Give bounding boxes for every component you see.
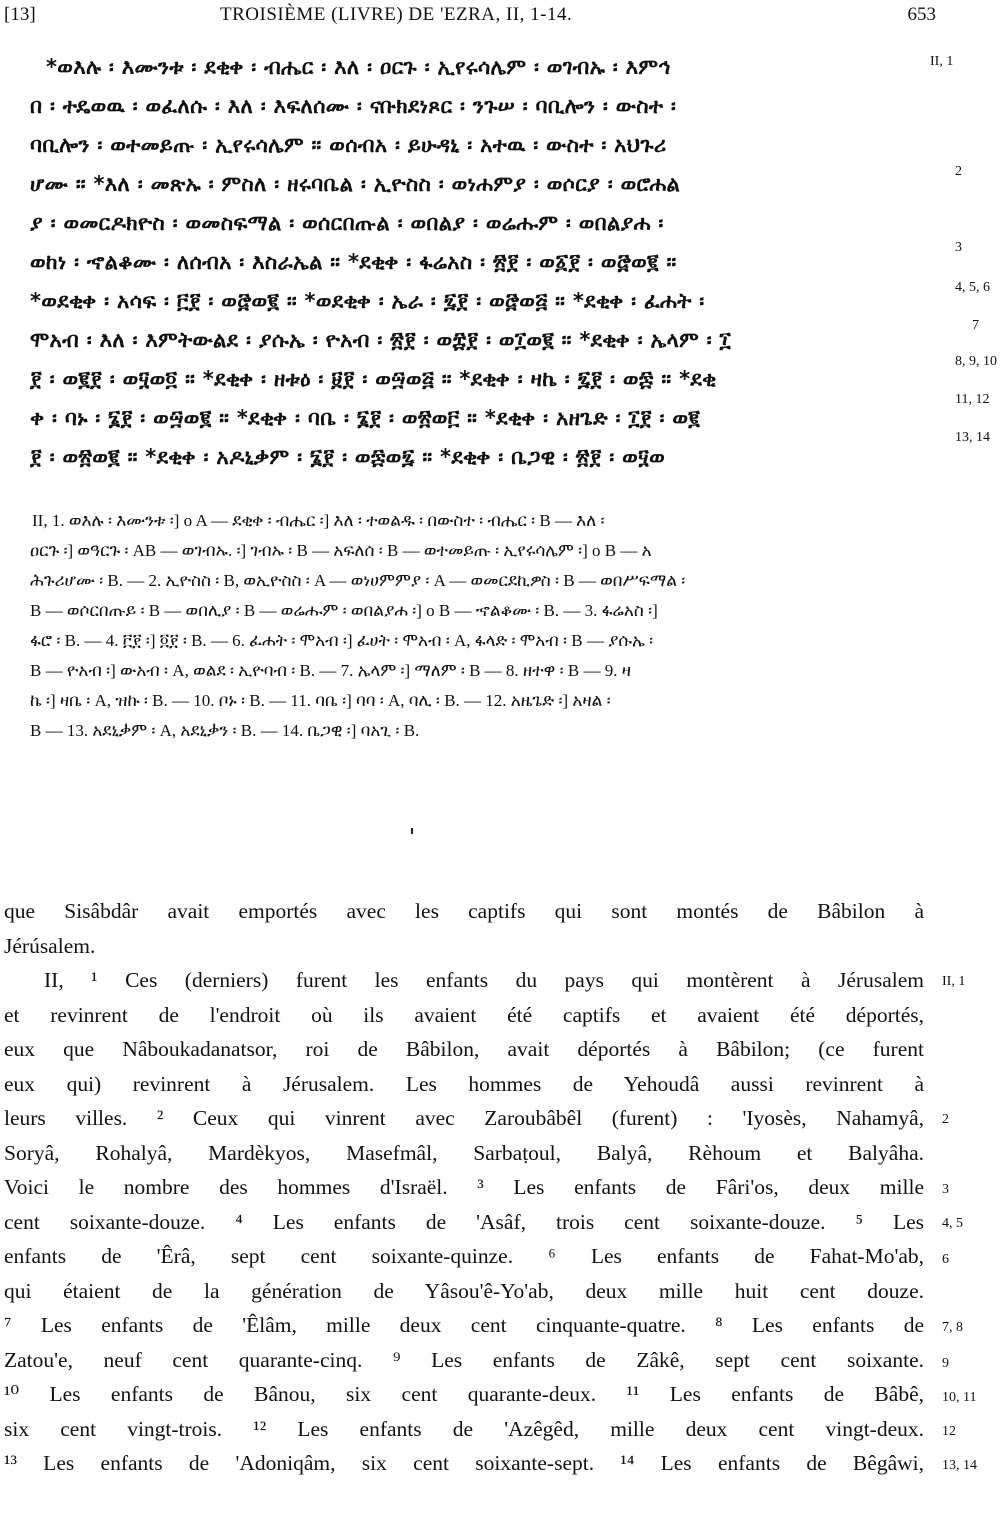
- translation-line: et revinrent de l'endroit où ils avaient été captifs et avaient été déportés,: [4, 1002, 924, 1027]
- translation-line: six cent vingt-trois. ¹² Les enfants de 'Azêgêd, mille deux cent vingt-deux.: [4, 1416, 924, 1441]
- apparatus-line: II, 1. ወእሉ ፡ እሙንቱ ፡] o A — ደቂቀ ፡ ብሔር ፡] እለ ፡ ተወልዱ ፡ በውስተ ፡ ብሔር ፡ B — እለ ፡: [32, 511, 605, 530]
- verse-ref-margin: 2: [942, 1112, 949, 1127]
- verse-ref-margin: II, 1: [942, 974, 966, 989]
- apparatus-line: ዐርጉ ፡] ወዓርጉ ፡ AB — ወገብኡ. ፡] ገብኡ ፡ B — አፍለሰ ፡ B — ወተመይጡ ፡ ኢየሩሳሌም ፡] o B — አ: [30, 541, 652, 560]
- verse-ref-margin: 12: [942, 1424, 956, 1439]
- translation-line: qui étaient de la génération de Yâsou'ê-Yo'ab, deux mille huit cent douze.: [4, 1278, 924, 1303]
- apparatus-line: B — ዮአብ ፡] ውአብ ፡ A, ወልደ ፡ ኢዮባብ ፡ B. — 7. ኤላም ፡] ማለም ፡ B — 8. ዘተዋ ፡ B — 9. ዛ: [30, 661, 631, 680]
- verse-ref-margin: 3: [955, 240, 962, 255]
- translation-line: eux que Nâboukadanatsor, roi de Bâbilon, avait déportés à Bâbilon; (ce furent: [4, 1037, 924, 1061]
- translation-line: enfants de 'Êrâ, sept cent soixante-quinze. ⁶ Les enfants de Fahat-Mo'ab,: [4, 1244, 924, 1268]
- ethiopic-line: ፻ ፡ ወ፪፻ ፡ ወ፶ወ፬ ። *ደቂቀ ፡ ዘቱዕ ፡ ፱፻ ፡ ወ፵ወ፭ ። *ደቂቀ ፡ ዛኬ ፡ ፯፻ ፡ ወ፷ ። *ደቂ: [30, 367, 717, 391]
- page-number: 653: [907, 4, 936, 25]
- apparatus-line: B — 13. አደኒቃም ፡ A, አደኒቃን ፡ B. — 14. ቤጋዊ ፡] ባአጊ ፡ B.: [30, 721, 420, 740]
- critical-apparatus: [30, 506, 930, 746]
- apparatus-line: B — ወሶርበጡይ ፡ B — ወበሊያ ፡ B — ወሬሑም ፡ ወበልያሐ ፡] o B — ኆልቆሙ ፡ B. — 3. ፋሬአስ ፡]: [30, 601, 658, 620]
- ethiopic-line: ቀ ፡ ባኑ ፡ ፮፻ ፡ ወ፵ወ፪ ። *ደቂቀ ፡ ባቤ ፡ ፮፻ ፡ ወ፳ወ፫ ። *ደቂቀ ፡ አዘጌድ ፡ ፲፻ ፡ ወ፪: [30, 406, 701, 430]
- translation-line: Soryâ, Rohalyâ, Mardèkyos, Masefmâl, Sarbaṭoul, Balyâ, Rèhoum et Balyâha.: [4, 1140, 924, 1165]
- ethiopic-line: ባቢሎን ፡ ወተመይጡ ፡ ኢየሩሳሌም ። ወሰብአ ፡ ይሁዳኒ ፡ አተዉ ፡ ውስተ ፡ አህጉሪ: [30, 133, 667, 157]
- apparatus-line: ሕጉሪሆሙ ፡ B. — 2. ኢዮስስ ፡ B, ወኢዮስስ ፡ A — ወነሀምምያ ፡ A — ወመርደኪዎስ ፡ B — ወበሥፍማል ፡: [30, 571, 686, 590]
- ethiopic-line: ሞአብ ፡ እለ ፡ እምትውልደ ፡ ያሱኤ ፡ ዮአብ ፡ ፳፻ ፡ ወ፰፻ ፡ ወ፲ወ፪ ። *ደቂቀ ፡ ኤላም ፡ ፲: [30, 328, 731, 352]
- translation-line: ¹³ Les enfants de 'Adoniqâm, six cent soixante-sept. ¹⁴ Les enfants de Bêgâwi,: [4, 1451, 924, 1475]
- ethiopic-line: ሆሙ ። *እለ ፡ መጽኡ ፡ ምስለ ፡ ዘሩባቤል ፡ ኢዮስስ ፡ ወነሐምያ ፡ ወሶርያ ፡ ወሮሐል: [30, 172, 681, 196]
- verse-ref-margin: 10, 11: [942, 1390, 977, 1405]
- verse-ref-margin: 4, 5: [942, 1216, 963, 1231]
- ethiopic-line: *ወደቂቀ ፡ አሳፍ ፡ ፫፻ ፡ ወ፸ወ፪ ። *ወደቂቀ ፡ ኤራ ፡ ፯፻ ፡ ወ፸ወ፭ ። *ደቂቀ ፡ ፈሐት ፡: [30, 289, 705, 313]
- signature-mark: [13]: [4, 4, 36, 25]
- verse-ref-margin: 2: [955, 164, 962, 179]
- translation-line: leurs villes. ² Ceux qui vinrent avec Zaroubâbêl (furent) : 'Iyosès, Nahamyâ,: [4, 1106, 924, 1130]
- verse-ref-margin: 13, 14: [942, 1458, 977, 1473]
- translation-line: que Sisâbdâr avait emportés avec les captifs qui sont montés de Bâbilon à: [4, 899, 924, 923]
- verse-ref-margin: 11, 12: [955, 392, 990, 407]
- ethiopic-line: ፻ ፡ ወ፳ወ፪ ። *ደቂቀ ፡ አዶኒቃም ፡ ፮፻ ፡ ወ፷ወ፯ ። *ደቂቀ ፡ ቤጋዊ ፡ ፳፻ ፡ ወ፶ወ: [30, 445, 666, 469]
- apparatus-line: ፋሮ ፡ B. — 4. ፫፻ ፡] ፬፻ ፡ B. — 6. ፈሐት ፡ ሞአብ ፡] ፈሀት ፡ ሞአብ ፡ A, ፋላድ ፡ ሞአብ ፡ B — ያሱኤ ፡: [30, 631, 654, 650]
- ethiopic-line: ወከነ ፡ ኆልቆሙ ፡ ለሰብአ ፡ እስራኤል ። *ደቂቀ ፡ ፋሬአስ ፡ ፳፻ ፡ ወ፩፻ ፡ ወ፸ወ፪ ።: [30, 250, 677, 274]
- verse-ref-margin: 8, 9, 10: [955, 354, 997, 369]
- verse-ref-margin: II, 1: [930, 54, 954, 69]
- ethiopic-line: በ ፡ ተዴወዉ ፡ ወፈለሱ ፡ እለ ፡ እፍለሰሙ ፡ ናቡክደነጾር ፡ ንጉሠ ፡ ባቢሎን ፡ ውስተ ፡: [30, 94, 677, 118]
- translation-line: cent soixante-douze. ⁴ Les enfants de 'Asâf, trois cent soixante-douze. ⁵ Les: [4, 1209, 924, 1234]
- french-translation: [4, 894, 924, 1481]
- apparatus-line: ኬ ፡] ዛቤ ፡ A, ዝኩ ፡ B. — 10. ቦኑ ፡ B. — 11. ባቤ ፡] ባባ ፡ A, ባሊ ፡ B. — 12. አዜጌድ ፡] አዛል ፡: [30, 691, 611, 710]
- translation-line: ¹⁰ Les enfants de Bânou, six cent quarante-deux. ¹¹ Les enfants de Bâbê,: [4, 1382, 924, 1406]
- translation-line: Zatou'e, neuf cent quarante-cinq. ⁹ Les enfants de Zâkê, sept cent soixante.: [4, 1347, 924, 1372]
- running-title: TROISIÈME (LIVRE) DE 'EZRA, II, 1-14.: [220, 4, 573, 25]
- verse-ref-margin: 7: [972, 318, 979, 333]
- translation-line: Jérúsalem.: [4, 933, 96, 958]
- verse-ref-margin: 6: [942, 1252, 949, 1267]
- running-head: [0, 4, 1000, 28]
- verse-ref-margin: 7, 8: [942, 1320, 963, 1335]
- ethiopic-line: ያ ፡ ወመርዶክዮስ ፡ ወመስፍማል ፡ ወሰርበጡል ፡ ወበልያ ፡ ወሬሑም ፡ ወበልያሐ ፡: [30, 211, 664, 235]
- translation-line: ⁷ Les enfants de 'Êlâm, mille deux cent cinquante-quatre. ⁸ Les enfants de: [4, 1313, 924, 1337]
- translation-line: eux qui) revinrent à Jérusalem. Les hommes de Yehoudâ aussi revinrent à: [4, 1071, 924, 1096]
- ethiopic-text-block: [30, 48, 920, 477]
- print-mark: [411, 828, 413, 834]
- verse-ref-margin: 4, 5, 6: [955, 280, 990, 295]
- verse-ref-margin: 13, 14: [955, 430, 990, 445]
- verse-ref-margin: 3: [942, 1182, 949, 1197]
- translation-line: Voici le nombre des hommes d'Israël. ³ Les enfants de Fâri'os, deux mille: [4, 1175, 924, 1199]
- verse-ref-margin: 9: [942, 1356, 949, 1371]
- ethiopic-line: *ወእሉ ፡ እሙንቱ ፡ ደቂቀ ፡ ብሔር ፡ እለ ፡ ዐርጉ ፡ ኢየሩሳሌም ፡ ወገብኡ ፡ እምኅ: [46, 55, 671, 79]
- translation-line: II, ¹ Ces (derniers) furent les enfants du pays qui montèrent à Jérusalem: [44, 968, 924, 992]
